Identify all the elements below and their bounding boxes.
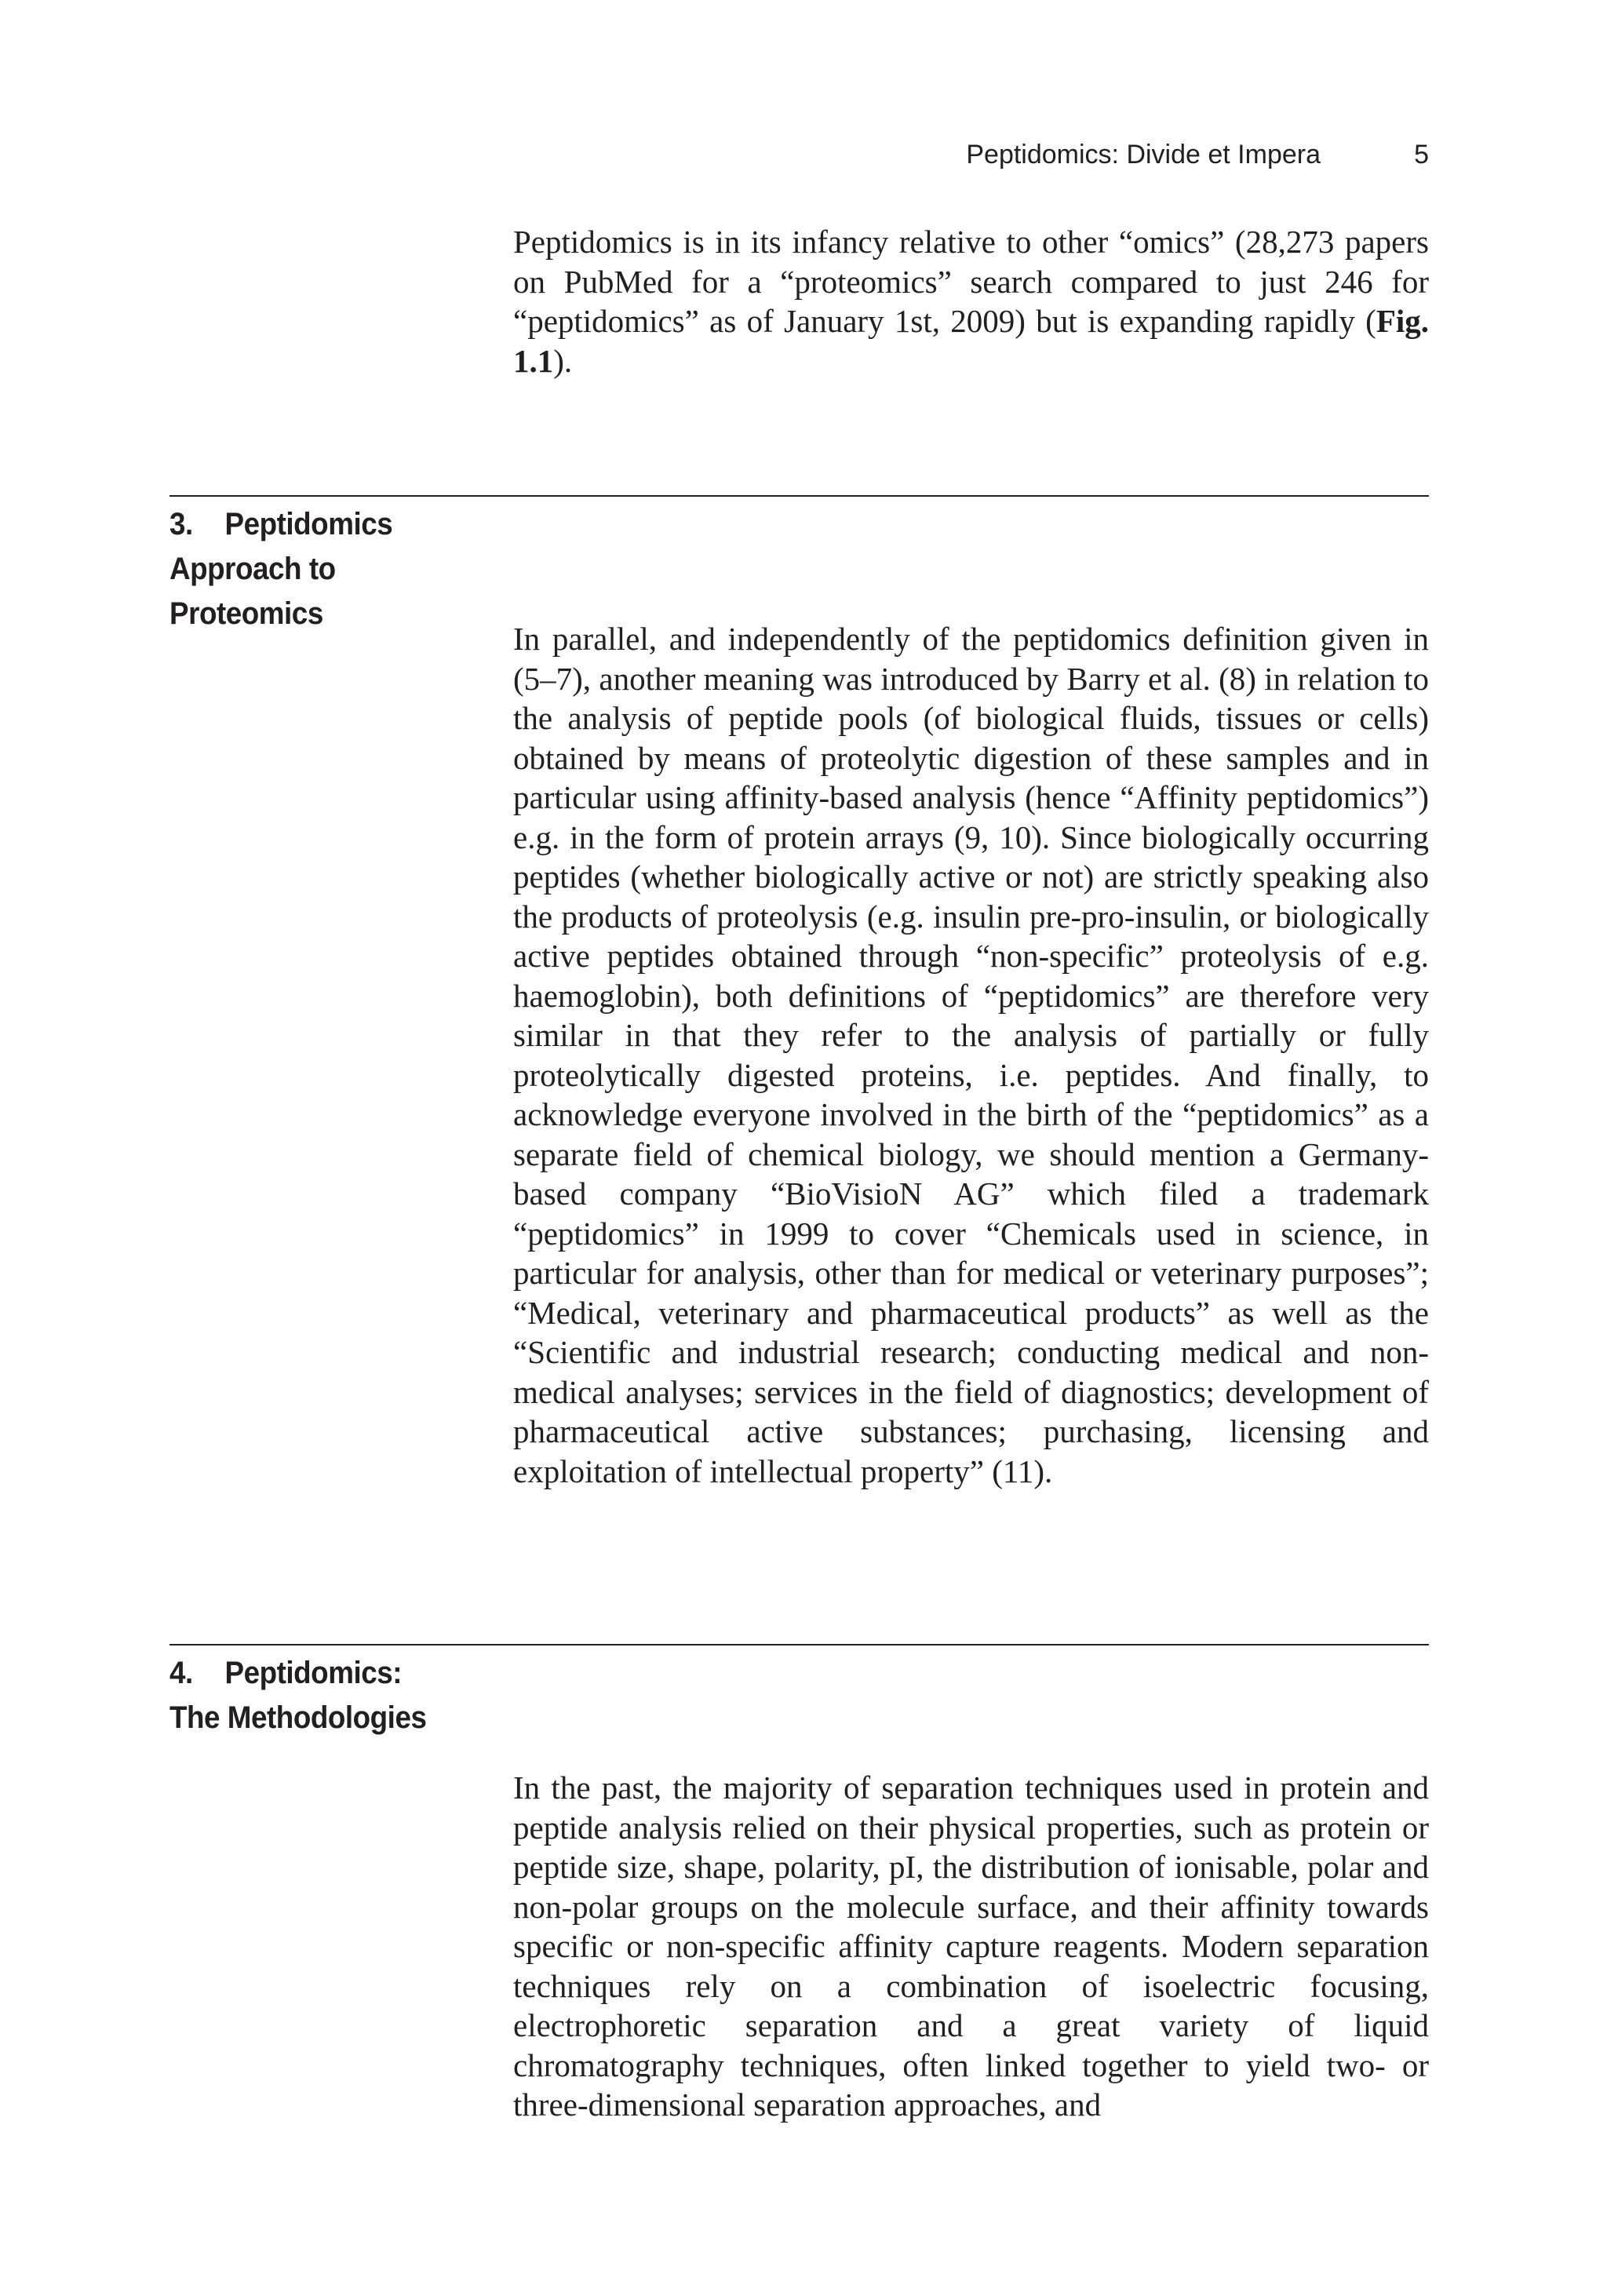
- running-title: Peptidomics: Divide et Impera: [966, 140, 1321, 169]
- section-number: 4.: [169, 1656, 193, 1690]
- section-heading: [169, 1651, 451, 1740]
- section-heading: [169, 502, 451, 636]
- intro-text-after-ref: ).: [553, 342, 573, 379]
- running-head: [863, 135, 1429, 174]
- section-paragraph: In parallel, and independently of the peptidomics definition given in (5–7), another meaning was introduced by Barry et al. (8) in relation to the analysis of peptide pools (of biological fluids, tissues or cells) obtained by means of proteolytic digestion of these samples and in particular using affinity-based analysis (hence “Affinity peptidomics”) e.g. in the form of protein arrays (9, 10). Since biologically occurring peptides (whether biologically active or not) are strictly speaking also the products of proteolysis (e.g. insulin pre-pro-insulin, or biologically active peptides obtained through “non-specific” proteolysis of e.g. haemoglobin), both definitions of “peptidomics” are therefore very similar in that they refer to the analysis of partially or fully proteolytically digested proteins, i.e. peptides. And finally, to acknowledge everyone involved in the birth of the “peptidomics” as a separate field of chemical biology, we should mention a Germany-based company “BioVisioN AG” which filed a trademark “peptidomics” in 1999 to cover “Chemicals used in science, in particular for analysis, other than for medical or veterinary purposes”; “Medical, veterinary and pharmaceutical products” as well as the “Scientific and industrial research; conducting medical and non-medical analyses; services in the field of diagnostics; development of pharmaceutical active substances; purchasing, licensing and exploitation of intellectual property” (11).: [513, 621, 1429, 1489]
- figure-reference: Fig. 1.1: [513, 303, 1429, 379]
- section-paragraph: In the past, the majority of separation techniques used in protein and peptide analysis relied on their physical properties, such as protein or peptide size, shape, polarity, pI, the distribution of ionisable, polar and non-polar groups on the molecule surface, and their affinity towards specific or non-specific affinity capture reagents. Modern separation techniques rely on a combination of isoelectric focusing, electrophoretic separation and a great variety of liquid chromatography techniques, often linked together to yield two- or three-dimensional separation approaches, and: [513, 1769, 1429, 2123]
- intro-paragraph: [513, 222, 1429, 381]
- section-title: Peptidomics: The Methodologies: [169, 1656, 427, 1735]
- page-number: 5: [1414, 140, 1429, 169]
- section-rule: [169, 495, 1429, 497]
- intro-text-before-ref: Peptidomics is in its infancy relative to other “omics” (28,273 papers on PubMed for a “proteomics” search compared to just 246 for “peptidomics” as of January 1st, 2009) but is expanding rapidly (: [513, 224, 1429, 339]
- section-title: Peptidomics Approach to Proteomics: [169, 507, 393, 631]
- section-number: 3.: [169, 507, 193, 541]
- section-rule: [169, 1644, 1429, 1645]
